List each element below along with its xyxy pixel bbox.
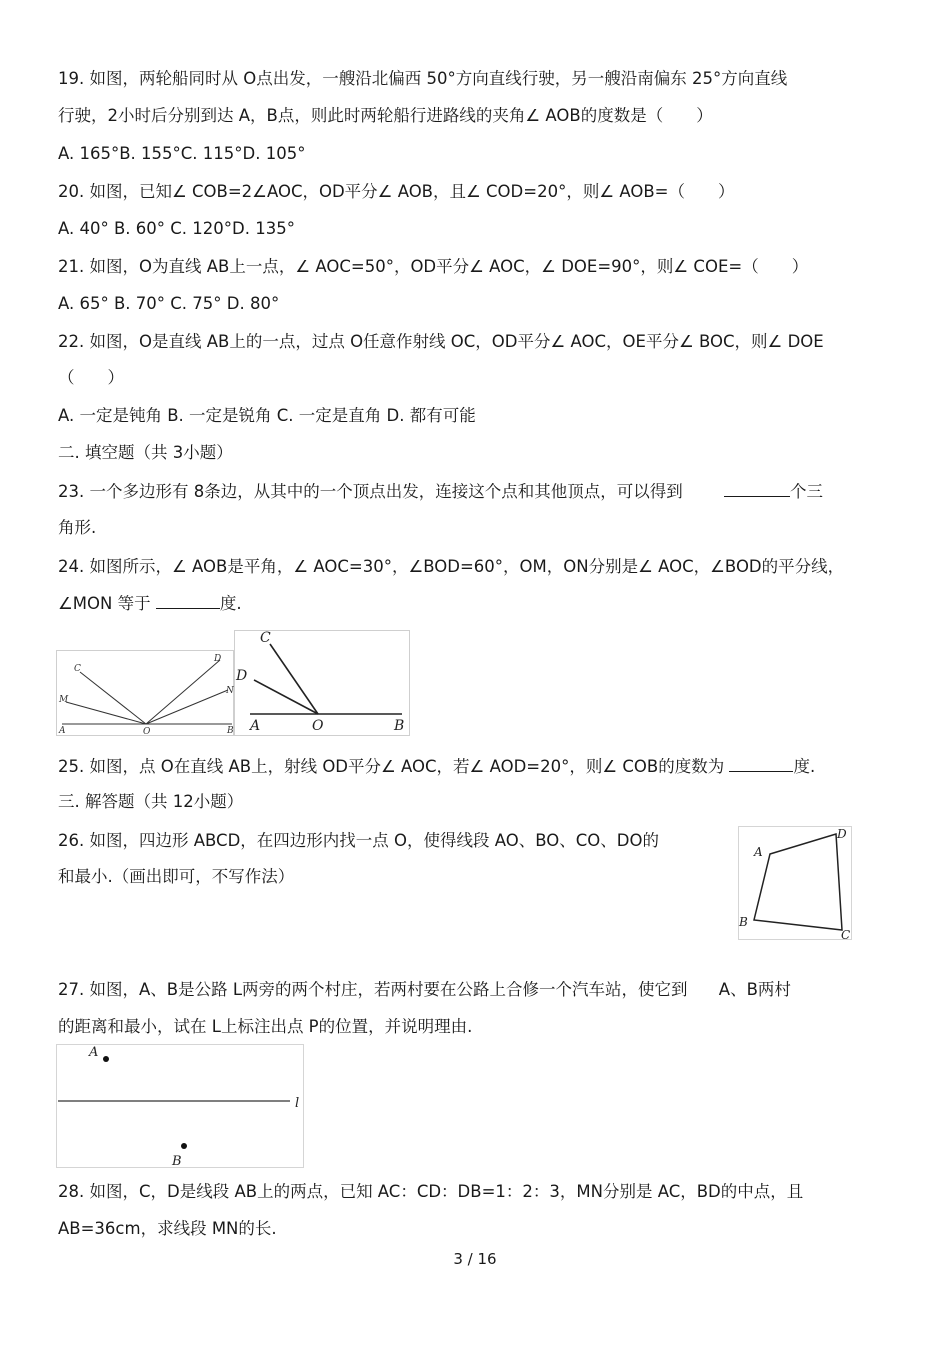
page-number: 3 / 16	[453, 1250, 497, 1268]
q26-line2: 和最小.（画出即可，不写作法）	[58, 867, 295, 886]
q20-line1: 20. 如图，已知∠ COB=2∠AOC，OD平分∠ AOB，且∠ COD=20°，则∠ AOB=（ ）	[58, 182, 735, 201]
q24-text-end: 度.	[219, 594, 242, 613]
figure-q27	[56, 1044, 304, 1168]
q22-line1: 22. 如图，O是直线 AB上的一点，过点 O任意作射线 OC，OD平分∠ AOC，OE平分∠ BOC，则∠ DOE	[58, 332, 824, 351]
fig27-label-a: A	[89, 1045, 99, 1060]
q24-text: ∠MON 等于	[58, 594, 151, 613]
q24-answer-blank[interactable]	[156, 592, 220, 609]
village-a-point	[103, 1056, 109, 1062]
q26-line1: 26. 如图，四边形 ABCD，在四边形内找一点 O，使得线段 AO、BO、CO、DO的	[58, 831, 659, 850]
q25-text-end: 度.	[793, 757, 816, 776]
figure-q26	[738, 826, 852, 940]
q23-text: 23. 一个多边形有 8条边，从其中的一个顶点出发，连接这个点和其他顶点，可以得到	[58, 482, 683, 501]
fig25-label-o: O	[312, 718, 324, 734]
q27-text: 27. 如图，A、B是公路 L两旁的两个村庄，若两村要在公路上合修一个汽车站，使它到	[58, 980, 688, 999]
fig25-label-d: D	[236, 668, 248, 684]
q27-line2: 的距离和最小，试在 L上标注出点 P的位置，并说明理由.	[58, 1017, 473, 1036]
village-b-point	[181, 1143, 187, 1149]
q27-line1	[58, 979, 791, 1001]
q19-options: A. 165°B. 155°C. 115°D. 105°	[58, 144, 306, 163]
fig25-label-b: B	[394, 718, 405, 734]
q23-answer-blank[interactable]	[724, 480, 790, 497]
fig26-label-b: B	[739, 915, 748, 929]
fig24-label-a: A	[59, 726, 66, 736]
q24-line2	[58, 592, 242, 615]
q23-line1	[58, 480, 823, 503]
fig25-label-a: A	[250, 718, 261, 734]
fig27-label-l: l	[295, 1096, 300, 1111]
fig24-label-n: N	[226, 686, 234, 696]
fig26-label-c: C	[841, 928, 851, 940]
q19-line1: 19. 如图，两轮船同时从 O点出发，一艘沿北偏西 50°方向直线行驶，另一艘沿南偏东 25°方向直线	[58, 69, 788, 88]
fig24-label-b: B	[227, 726, 234, 736]
q25-text: 25. 如图，点 O在直线 AB上，射线 OD平分∠ AOC，若∠ AOD=20°，则∠ COB的度数为	[58, 757, 725, 776]
q22-line2: （ ）	[58, 368, 124, 387]
q27-text-end: A、B两村	[718, 980, 791, 999]
q21-options: A. 65° B. 70° C. 75° D. 80°	[58, 294, 280, 313]
q23-line2: 角形.	[58, 518, 97, 537]
fig24-label-o: O	[143, 727, 151, 736]
q19-line2: 行驶，2小时后分别到达 A，B点，则此时两轮船行进路线的夹角∠ AOB的度数是（ ）	[58, 106, 713, 125]
section-solve: 三. 解答题（共 12小题）	[58, 792, 244, 811]
figure-q24	[56, 650, 234, 736]
fig26-label-d: D	[837, 827, 847, 841]
fig26-label-a: A	[754, 845, 763, 859]
fig24-label-c: C	[74, 664, 81, 674]
section-fill-in: 二. 填空题（共 3小题）	[58, 443, 233, 462]
q21-line1: 21. 如图，O为直线 AB上一点，∠ AOC=50°，OD平分∠ AOC，∠ DOE=90°，则∠ COE=（ ）	[58, 257, 809, 276]
fig27-label-b: B	[172, 1154, 182, 1168]
q28-line1: 28. 如图，C，D是线段 AB上的两点，已知 AC：CD：DB=1：2：3，MN分别是 AC，BD的中点，且	[58, 1182, 804, 1201]
q23-text-end: 个三	[789, 482, 823, 501]
q24-line1: 24. 如图所示，∠ AOB是平角，∠ AOC=30°，∠BOD=60°，OM，ON分别是∠ AOC，∠BOD的平分线，	[58, 557, 845, 576]
fig24-label-d: D	[214, 654, 222, 664]
q25-line1	[58, 755, 815, 778]
q22-options: A. 一定是钝角 B. 一定是锐角 C. 一定是直角 D. 都有可能	[58, 406, 476, 425]
figure-q25	[234, 630, 410, 736]
q25-answer-blank[interactable]	[729, 755, 793, 772]
fig24-label-m: M	[59, 695, 69, 705]
fig25-label-c: C	[260, 630, 271, 646]
q20-options: A. 40° B. 60° C. 120°D. 135°	[58, 219, 295, 238]
q28-line2: AB=36cm，求线段 MN的长.	[58, 1219, 277, 1238]
